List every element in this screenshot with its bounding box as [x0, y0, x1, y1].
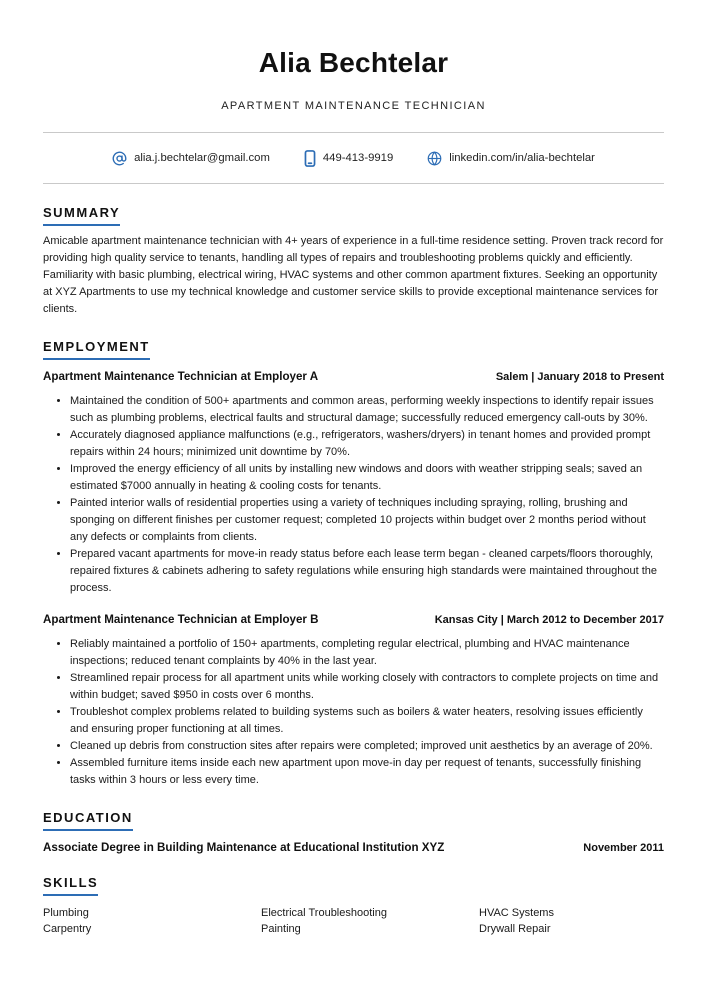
skills-heading: SKILLS: [43, 875, 98, 896]
list-item: • Improved the energy efficiency of all units by installing new windows and doors with weather stripping seals; saved an estimated $7000 annually in heating & cooling costs for tenants.: [70, 461, 664, 495]
skill-item: Plumbing: [43, 907, 89, 919]
summary-section: [43, 204, 664, 318]
summary-text: Amicable apartment maintenance technician with 4+ years of experience in a full-time residence setting. Proven track record for providing high quality service to tenants, handling all types of repairs and troubleshooting problems quickly and efficiently. Familiarity with basic plumbing, electrical wiring, HVAC systems and other common apartment fixtures. Seeking an opportunity at XYZ Apartments to use my technical knowledge and customer service skills to provide exceptional maintenance services for clients.: [43, 235, 664, 315]
list-item: • Troubleshot complex problems related to building systems such as boilers & water heaters, resolving issues efficiently and ensuring proper functioning at all times.: [70, 704, 664, 738]
phone-text: 449-413-9919: [322, 152, 394, 164]
skill-item: Electrical Troubleshooting: [261, 907, 387, 919]
summary-heading: SUMMARY: [43, 205, 120, 226]
skills-section: [43, 874, 664, 937]
list-item: • Assembled furniture items inside each new apartment upon move-in day per request of tenants, successfully finishing tasks within 3 hours or less every time.: [70, 755, 664, 789]
list-item: • Cleaned up debris from construction sites after repairs were completed; improved unit aesthetics by an average of 20%.: [70, 738, 664, 755]
employment-heading: EMPLOYMENT: [43, 339, 150, 360]
list-item: • Reliably maintained a portfolio of 150+ apartments, completing regular electrical, plumbing and HVAC maintenance inspections; reduced tenant complaints by 40% in the last year.: [70, 636, 664, 670]
header-divider-bottom: [43, 183, 664, 184]
job-role: Apartment Maintenance Technician at Employer A: [43, 370, 319, 383]
skills-grid: [43, 905, 664, 937]
job-meta: Salem | January 2018 to Present: [495, 371, 664, 383]
job-role: Apartment Maintenance Technician at Employer B: [43, 613, 319, 626]
employment-section: [43, 338, 664, 789]
degree-text: Associate Degree in Building Maintenance at Educational Institution XYZ: [43, 841, 445, 854]
list-item: • Painted interior walls of residential properties using a variety of techniques including spraying, rolling, brushing and sponging on different finishes per customer request; completed 10 projects within budget over 2 months period without any defects or complaints from clients.: [70, 495, 664, 546]
education-section: [43, 809, 664, 854]
phone-icon: [304, 150, 316, 167]
list-item: • Accurately diagnosed appliance malfunctions (e.g., refrigerators, washers/dryers) in tenant homes and provided prompt repairs within 24 hours; minimized unit downtime by 70%.: [70, 427, 664, 461]
contact-bar: [43, 133, 664, 183]
list-item: • Streamlined repair process for all apartment units while working closely with contractors to complete projects on time and within budget; saved $950 in costs over 6 months.: [70, 670, 664, 704]
skill-item: HVAC Systems: [479, 907, 554, 919]
contact-email[interactable]: [112, 151, 270, 166]
list-item: • Maintained the condition of 500+ apartments and common areas, performing weekly inspections to identify repair issues such as plumbing problems, electrical faults and structural damage; successfully reduced emergency call-outs by 30%.: [70, 393, 664, 427]
candidate-name: Alia Bechtelar: [258, 47, 449, 78]
job-entry-employer-a: [43, 370, 664, 597]
email-text: alia.j.bechtelar@gmail.com: [134, 152, 270, 164]
skill-item: Drywall Repair: [479, 923, 551, 935]
skill-item: Carpentry: [43, 923, 92, 935]
job-entry-employer-b: [43, 613, 664, 789]
education-heading: EDUCATION: [43, 810, 133, 831]
skill-item: Painting: [261, 923, 301, 935]
list-item: • Prepared vacant apartments for move-in ready status before each lease term began - cleaned carpets/floors thoroughly, repaired fixtures & cabinets adhering to safety regulations while ensuring high standards were maintained throughout the process.: [70, 546, 664, 597]
job-bullets: [43, 636, 664, 789]
job-bullets: [43, 393, 664, 597]
contact-phone[interactable]: [304, 150, 393, 167]
education-date: November 2011: [583, 842, 664, 854]
globe-icon: [427, 151, 442, 166]
job-title: APARTMENT MAINTENANCE TECHNICIAN: [221, 100, 486, 112]
linkedin-text: linkedin.com/in/alia-bechtelar: [449, 152, 595, 164]
contact-linkedin[interactable]: [427, 151, 595, 166]
at-sign-icon: [112, 151, 127, 166]
job-meta: Kansas City | March 2012 to December 2017: [434, 614, 664, 626]
